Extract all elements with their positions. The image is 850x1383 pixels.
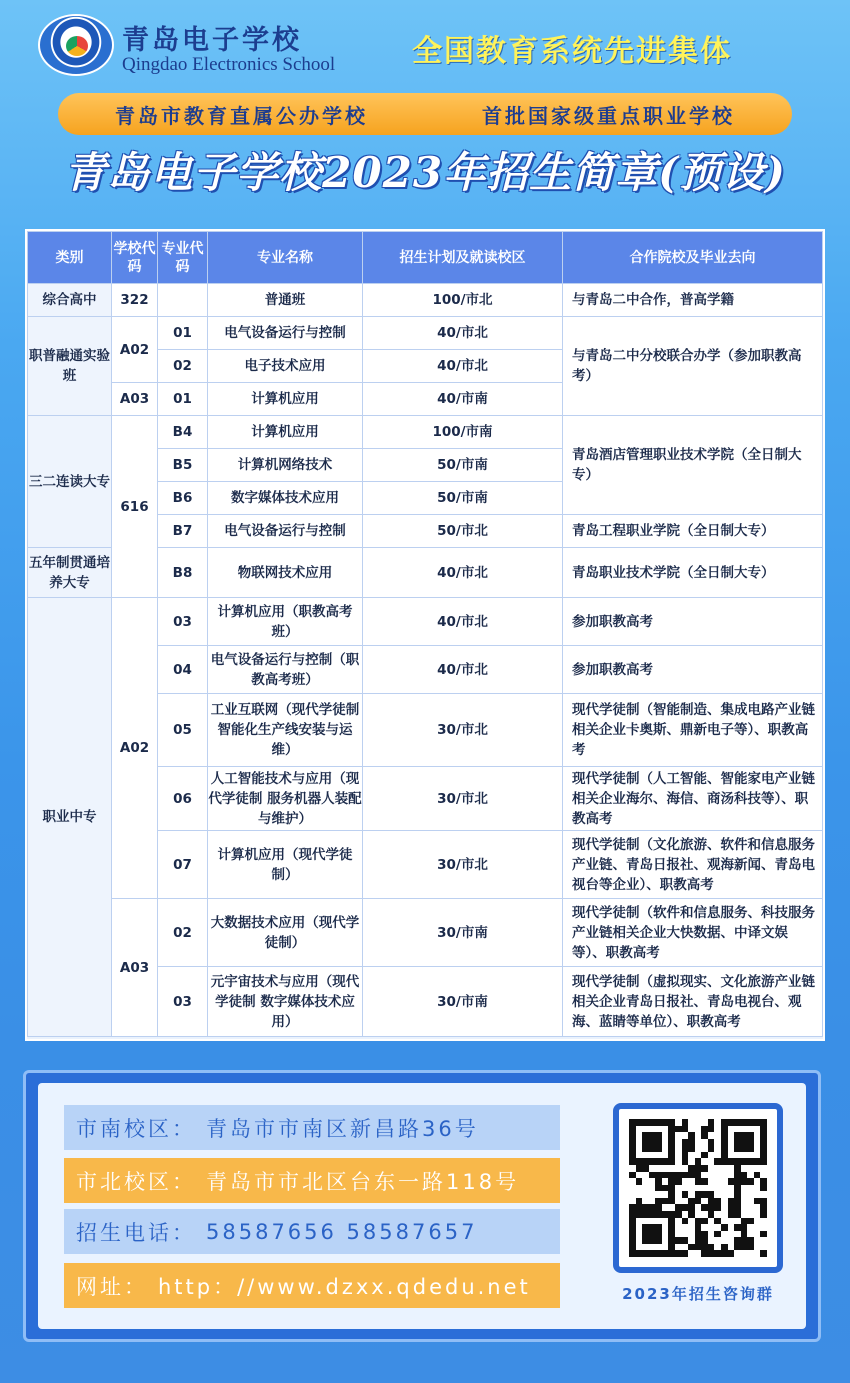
major-name-cell: 大数据技术应用（现代学徒制） bbox=[208, 899, 363, 967]
qr-caption: 2023年招生咨询群 bbox=[622, 1285, 774, 1303]
major-code-cell: 06 bbox=[158, 767, 208, 831]
major-name-cell: 电气设备运行与控制 bbox=[208, 317, 363, 350]
enrollment-table-container bbox=[25, 229, 825, 1041]
destination-cell: 参加职教高考 bbox=[563, 598, 823, 646]
major-name-cell: 电气设备运行与控制（职教高考班） bbox=[208, 646, 363, 694]
banner bbox=[58, 93, 792, 135]
website-label: 网址： bbox=[76, 1274, 148, 1299]
plan-cell: 40/市北 bbox=[363, 317, 563, 350]
col-header-school-code: 学校代码 bbox=[112, 232, 158, 284]
category-cell: 三二连读大专 bbox=[28, 416, 112, 548]
phone-label: 招生电话： bbox=[76, 1220, 196, 1245]
north-campus-label: 市北校区： bbox=[76, 1169, 196, 1194]
plan-cell: 100/市北 bbox=[363, 284, 563, 317]
major-code-cell: B7 bbox=[158, 515, 208, 548]
school-code-cell: A03 bbox=[112, 899, 158, 1037]
destination-cell: 现代学徒制（软件和信息服务、科技服务产业链相关企业大快数据、中译文娱等）、职教高考 bbox=[563, 899, 823, 967]
phone-row bbox=[64, 1209, 560, 1254]
col-header-plan: 招生计划及就读校区 bbox=[363, 232, 563, 284]
major-name-cell: 普通班 bbox=[208, 284, 363, 317]
plan-cell: 30/市南 bbox=[363, 967, 563, 1037]
south-campus-row bbox=[64, 1105, 560, 1150]
contact-panel-inner bbox=[38, 1083, 806, 1329]
plan-cell: 40/市北 bbox=[363, 598, 563, 646]
major-code-cell: 07 bbox=[158, 831, 208, 899]
major-code-cell: 03 bbox=[158, 598, 208, 646]
plan-cell: 30/市南 bbox=[363, 899, 563, 967]
plan-cell: 30/市北 bbox=[363, 767, 563, 831]
major-name-cell: 计算机应用（职教高考班） bbox=[208, 598, 363, 646]
destination-cell: 与青岛二中合作，普高学籍 bbox=[563, 284, 823, 317]
major-code-cell: 03 bbox=[158, 967, 208, 1037]
major-code-cell bbox=[158, 284, 208, 317]
plan-cell: 30/市北 bbox=[363, 831, 563, 899]
col-header-destination: 合作院校及毕业去向 bbox=[563, 232, 823, 284]
major-code-cell: 05 bbox=[158, 694, 208, 767]
category-cell: 职业中专 bbox=[28, 598, 112, 1037]
col-header-category: 类别 bbox=[28, 232, 112, 284]
major-code-cell: B6 bbox=[158, 482, 208, 515]
school-code-cell: A02 bbox=[112, 317, 158, 383]
website-row bbox=[64, 1263, 560, 1308]
qr-code-pattern bbox=[629, 1119, 767, 1257]
destination-cell: 现代学徒制（文化旅游、软件和信息服务产业链、青岛日报社、观海新闻、青岛电视台等企业）、职教高考 bbox=[563, 831, 823, 899]
school-code-cell: A03 bbox=[112, 383, 158, 416]
category-cell: 综合高中 bbox=[28, 284, 112, 317]
destination-cell: 现代学徒制（虚拟现实、文化旅游产业链相关企业青岛日报社、青岛电视台、观海、蓝睛等单位）、职教高考 bbox=[563, 967, 823, 1037]
plan-cell: 50/市北 bbox=[363, 515, 563, 548]
major-code-cell: 02 bbox=[158, 899, 208, 967]
major-code-cell: 04 bbox=[158, 646, 208, 694]
major-code-cell: 01 bbox=[158, 317, 208, 350]
destination-cell: 青岛工程职业学院（全日制大专） bbox=[563, 515, 823, 548]
destination-cell: 现代学徒制（人工智能、智能家电产业链相关企业海尔、海信、商汤科技等）、职教高考 bbox=[563, 767, 823, 831]
south-campus-address: 青岛市市南区新昌路36号 bbox=[206, 1116, 479, 1141]
plan-cell: 50/市南 bbox=[363, 482, 563, 515]
school-code-cell: 616 bbox=[112, 416, 158, 598]
major-name-cell: 计算机网络技术 bbox=[208, 449, 363, 482]
plan-cell: 100/市南 bbox=[363, 416, 563, 449]
school-code-cell: A02 bbox=[112, 598, 158, 899]
destination-cell: 与青岛二中分校联合办学（参加职教高考） bbox=[563, 317, 823, 416]
table-row bbox=[28, 598, 823, 646]
destination-cell: 现代学徒制（智能制造、集成电路产业链相关企业卡奥斯、鼎新电子等）、职教高考 bbox=[563, 694, 823, 767]
major-code-cell: 01 bbox=[158, 383, 208, 416]
major-name-cell: 电子技术应用 bbox=[208, 350, 363, 383]
school-name-en: Qingdao Electronics School bbox=[122, 54, 336, 75]
plan-cell: 40/市北 bbox=[363, 646, 563, 694]
table-row bbox=[28, 317, 823, 350]
plan-cell: 30/市北 bbox=[363, 694, 563, 767]
banner-left-text: 青岛市教育直属公办学校 bbox=[115, 103, 368, 128]
honor-title: 全国教育系统先进集体 bbox=[412, 34, 732, 69]
qr-code[interactable] bbox=[613, 1103, 783, 1273]
plan-cell: 40/市北 bbox=[363, 350, 563, 383]
north-campus-row bbox=[64, 1158, 560, 1203]
major-code-cell: B4 bbox=[158, 416, 208, 449]
plan-cell: 40/市南 bbox=[363, 383, 563, 416]
destination-cell: 青岛职业技术学院（全日制大专） bbox=[563, 548, 823, 598]
category-cell: 五年制贯通培养大专 bbox=[28, 548, 112, 598]
table-row bbox=[28, 416, 823, 449]
contact-panel bbox=[23, 1070, 821, 1342]
destination-cell: 参加职教高考 bbox=[563, 646, 823, 694]
major-name-cell: 元宇宙技术与应用（现代学徒制 数字媒体技术应用） bbox=[208, 967, 363, 1037]
north-campus-address: 青岛市市北区台东一路118号 bbox=[206, 1169, 520, 1194]
destination-cell: 青岛酒店管理职业技术学院（全日制大专） bbox=[563, 416, 823, 515]
major-name-cell: 计算机应用 bbox=[208, 383, 363, 416]
major-name-cell: 计算机应用（现代学徒制） bbox=[208, 831, 363, 899]
col-header-major-code: 专业代码 bbox=[158, 232, 208, 284]
major-code-cell: B8 bbox=[158, 548, 208, 598]
south-campus-label: 市南校区： bbox=[76, 1116, 196, 1141]
banner-right-text: 首批国家级重点职业学校 bbox=[482, 103, 735, 128]
page-title: 青岛电子学校2023年招生简章(预设) bbox=[64, 148, 786, 197]
major-name-cell: 人工智能技术与应用（现代学徒制 服务机器人装配与维护） bbox=[208, 767, 363, 831]
major-code-cell: B5 bbox=[158, 449, 208, 482]
plan-cell: 40/市北 bbox=[363, 548, 563, 598]
phone-number[interactable]: 58587656 58587657 bbox=[206, 1219, 478, 1244]
enrollment-table bbox=[27, 231, 823, 1037]
major-name-cell: 计算机应用 bbox=[208, 416, 363, 449]
table-header-row bbox=[28, 232, 823, 284]
school-logo bbox=[38, 14, 114, 76]
major-name-cell: 工业互联网（现代学徒制 智能化生产线安装与运维） bbox=[208, 694, 363, 767]
category-cell: 职普融通实验班 bbox=[28, 317, 112, 416]
school-name-cn: 青岛电子学校 bbox=[122, 25, 302, 56]
website-link[interactable]: http：//www.dzxx.qdedu.net bbox=[158, 1274, 531, 1299]
school-code-cell: 322 bbox=[112, 284, 158, 317]
major-name-cell: 物联网技术应用 bbox=[208, 548, 363, 598]
table-row bbox=[28, 899, 823, 967]
major-code-cell: 02 bbox=[158, 350, 208, 383]
major-name-cell: 电气设备运行与控制 bbox=[208, 515, 363, 548]
col-header-major-name: 专业名称 bbox=[208, 232, 363, 284]
plan-cell: 50/市南 bbox=[363, 449, 563, 482]
major-name-cell: 数字媒体技术应用 bbox=[208, 482, 363, 515]
table-row bbox=[28, 284, 823, 317]
